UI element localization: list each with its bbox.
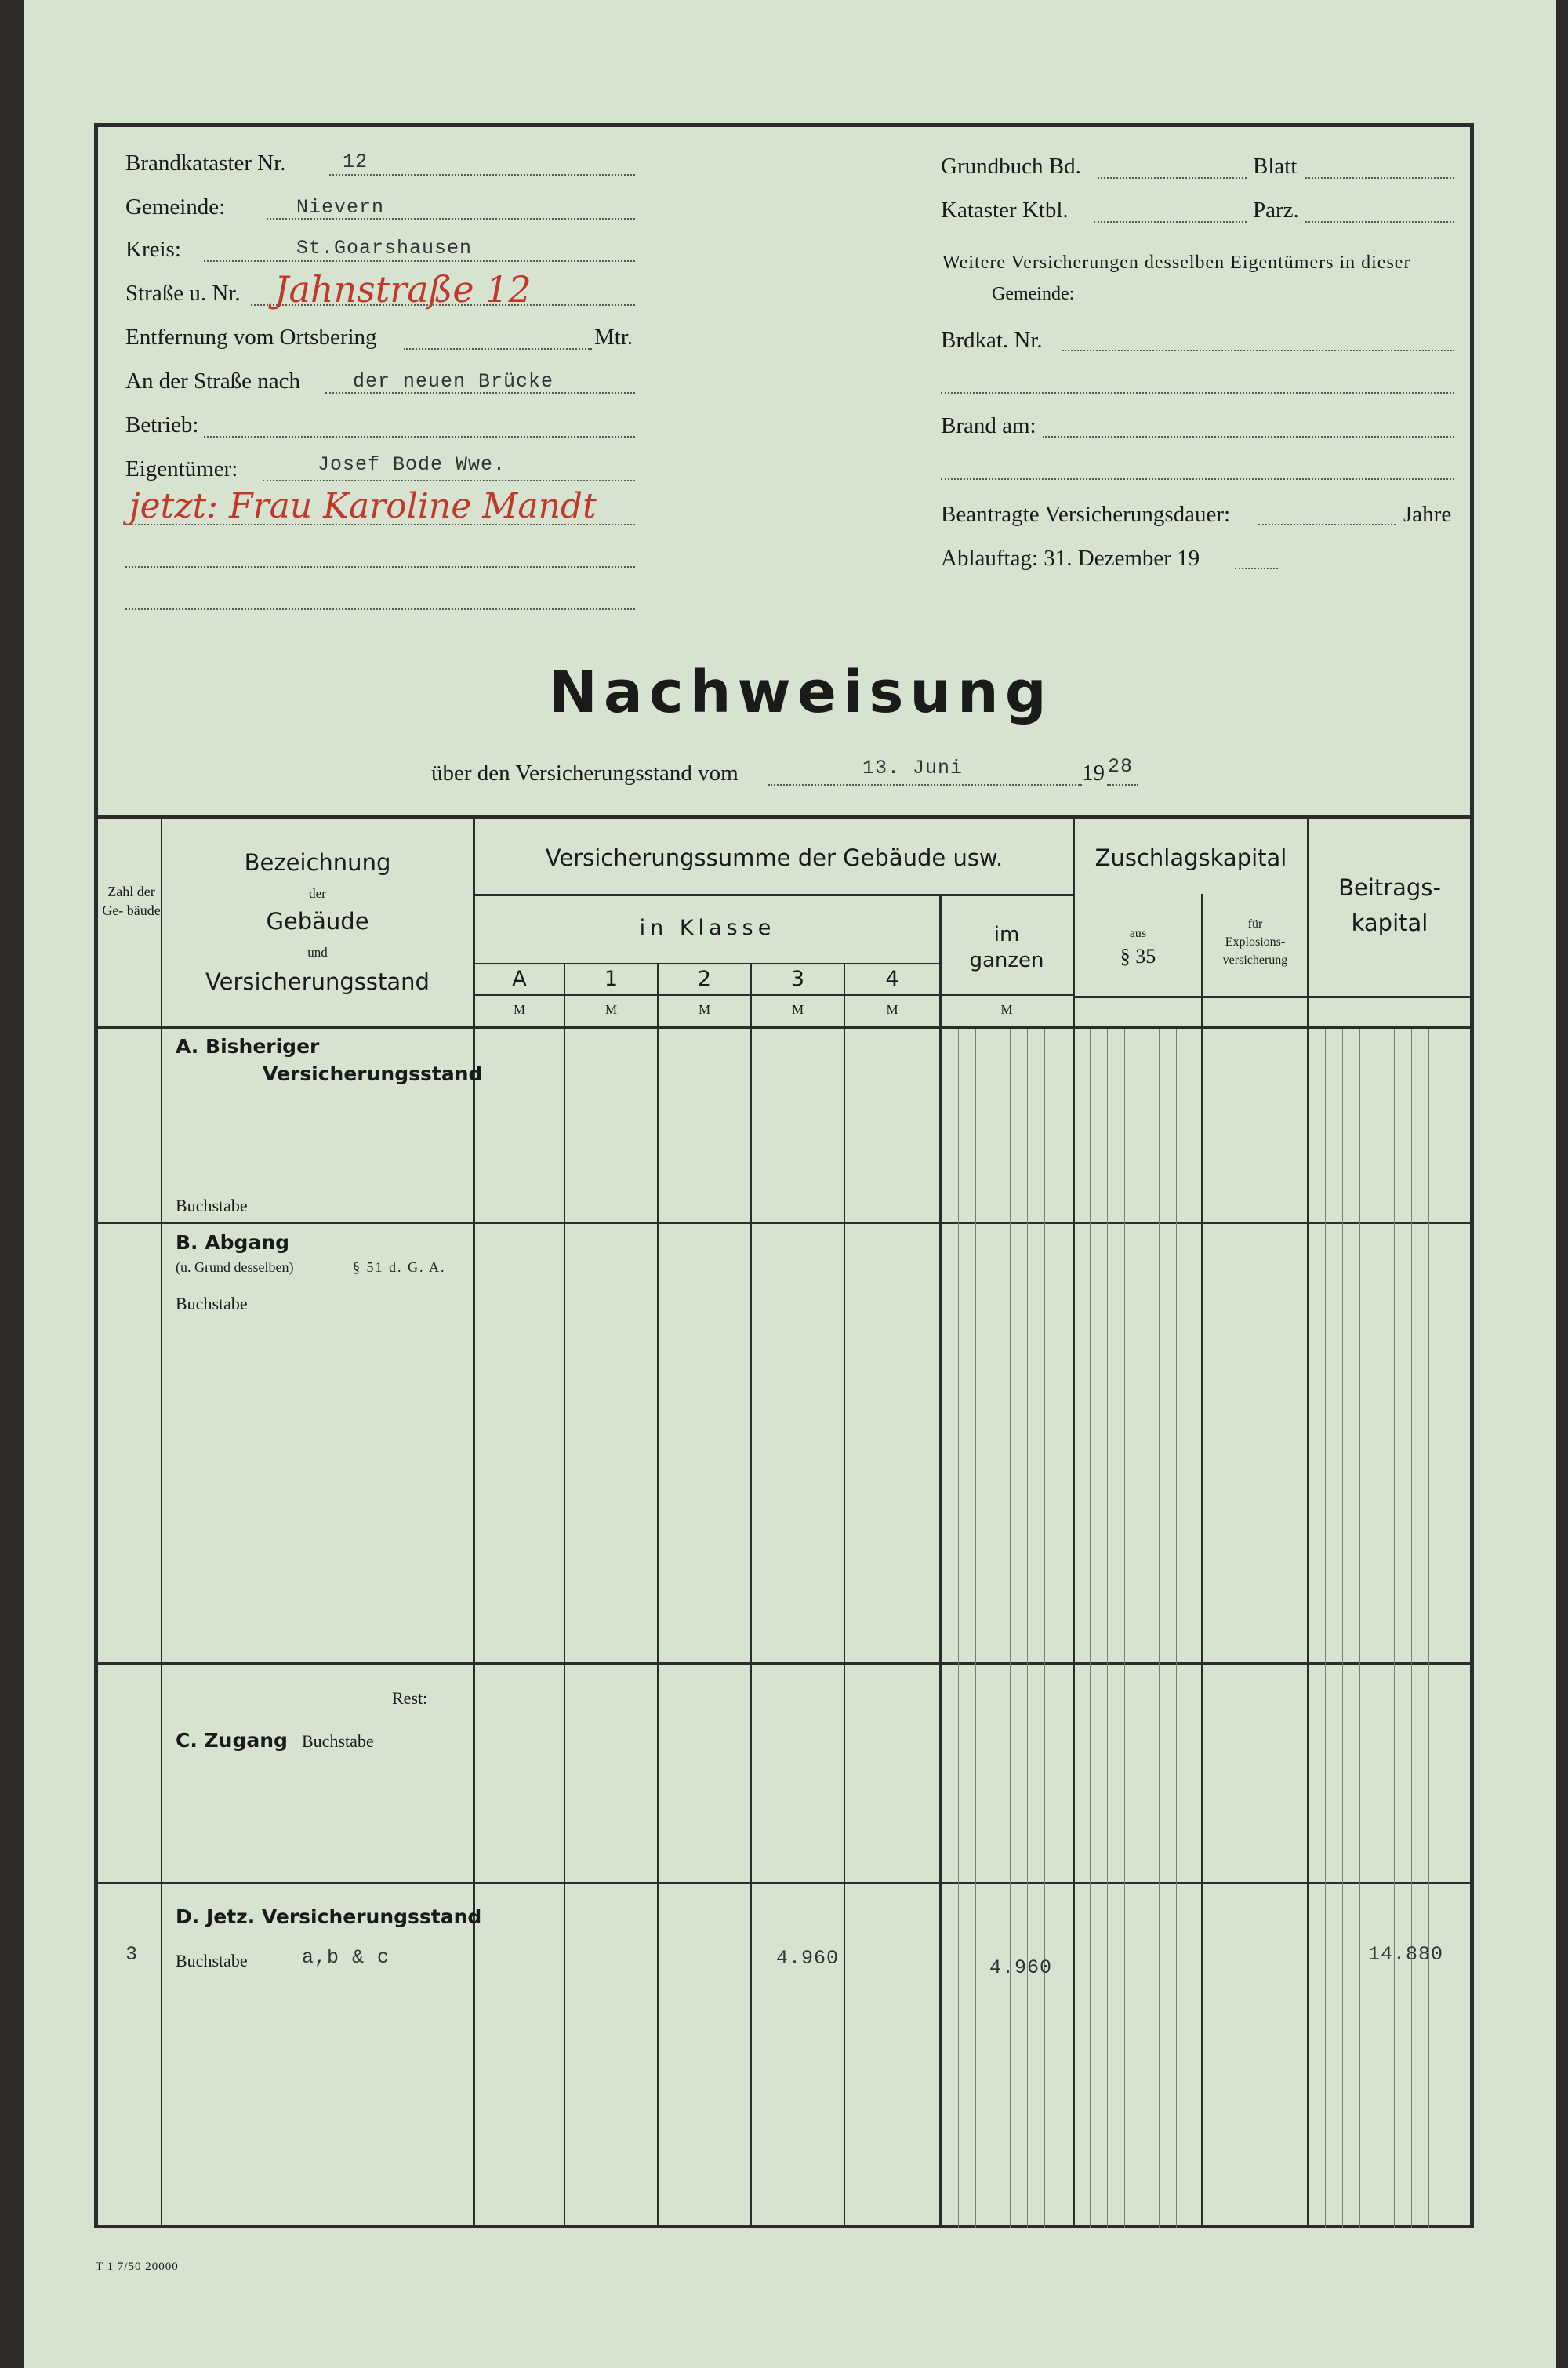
section-c-title: C. Zugang <box>176 1729 288 1752</box>
parz-line <box>1305 221 1454 223</box>
im-ganzen-bottom-line <box>941 994 1074 996</box>
subtitle-label: über den Versicherungsstand vom <box>431 761 739 786</box>
unit-2: M <box>698 1002 711 1017</box>
fine-rule <box>958 1029 959 2228</box>
kataster-label: Kataster Ktbl. <box>941 198 1069 223</box>
class-a-header: A <box>512 967 527 991</box>
class-2-header: 2 <box>697 967 712 991</box>
class-letters-bottom-line <box>474 994 941 996</box>
brdkat-line <box>1062 350 1454 351</box>
section-d-klasse3: 4.960 <box>776 1947 840 1970</box>
entfernung-unit: Mtr. <box>594 325 633 350</box>
section-b-bottom <box>98 1662 1470 1665</box>
fine-rule <box>975 1029 976 2228</box>
eigentuemer-value: Josef Bode Wwe. <box>318 453 506 476</box>
betrieb-line <box>204 436 635 438</box>
eigentuemer-line-2 <box>125 524 635 525</box>
strasse-nach-label: An der Straße nach <box>125 369 301 394</box>
unit-ganzen: M <box>1000 1002 1013 1017</box>
kreis-value: St.Goarshausen <box>296 237 473 260</box>
beitrags-line1: Beitrags- <box>1338 874 1441 901</box>
section-a-buchstabe: Buchstabe <box>176 1196 248 1215</box>
section-b-sub: (u. Grund desselben) <box>176 1259 294 1275</box>
col-a-right <box>564 963 565 2228</box>
in-klasse-header: in Klasse <box>639 916 776 940</box>
section-b-title: B. Abgang <box>176 1231 289 1254</box>
brdkat-label: Brdkat. Nr. <box>941 328 1043 353</box>
section-b-buchstabe: Buchstabe <box>176 1294 248 1313</box>
col-2-right <box>750 963 752 2228</box>
fine-rule <box>1411 1029 1412 2228</box>
class-4-header: 4 <box>885 967 899 991</box>
gemeinde-label: Gemeinde: <box>125 194 226 220</box>
fine-rule <box>1124 1029 1125 2228</box>
par35-label: § 35 <box>1120 945 1156 968</box>
subtitle-year-prefix: 19 <box>1082 761 1105 786</box>
col-1-right <box>657 963 659 2228</box>
col-bez-der: der <box>309 886 326 901</box>
eigentuemer-line-3 <box>125 566 635 568</box>
class-3-header: 3 <box>790 967 805 991</box>
section-d-beitrag: 14.880 <box>1368 1943 1444 1966</box>
dauer-unit: Jahre <box>1403 502 1452 527</box>
betrieb-label: Betrieb: <box>125 412 199 438</box>
blatt-line <box>1305 177 1454 179</box>
kataster-line <box>1094 221 1247 223</box>
aus-label: aus <box>1129 927 1147 940</box>
explosion-line2: versicherung <box>1222 953 1288 967</box>
klasse-top-line <box>474 894 1074 896</box>
section-a-title-2: Versicherungsstand <box>263 1062 483 1085</box>
section-d-buchstabe: Buchstabe <box>176 1951 248 1970</box>
subtitle-date-line <box>768 784 1082 786</box>
fine-rule <box>1159 1029 1160 2228</box>
rest-label: Rest: <box>392 1688 428 1708</box>
col-zahl-header: Zahl der Ge- bäude <box>102 884 161 918</box>
col-zahl-right <box>161 815 162 2228</box>
eigentuemer-label: Eigentümer: <box>125 456 238 481</box>
section-d-im-ganzen: 4.960 <box>989 1956 1053 1979</box>
section-b-par: § 51 d. G. A. <box>353 1259 446 1275</box>
brandkataster-line <box>329 174 635 176</box>
unit-3: M <box>791 1002 804 1017</box>
kreis-line <box>204 260 635 262</box>
fine-rule <box>1394 1029 1395 2228</box>
fine-rule <box>1107 1029 1108 2228</box>
zuschlag-header: Zuschlagskapital <box>1094 844 1287 871</box>
class-letters-top-line <box>474 963 941 964</box>
fine-rule <box>1325 1029 1326 2228</box>
fine-rule <box>1342 1029 1343 2228</box>
unit-a: M <box>513 1002 526 1017</box>
fine-rule <box>1176 1029 1177 2228</box>
fine-rule <box>1027 1029 1028 2228</box>
strasse-nach-value: der neuen Brücke <box>353 370 554 393</box>
section-a-title-1: A. Bisheriger <box>176 1035 320 1058</box>
col-3-right <box>844 963 845 2228</box>
subtitle-year-suffix: 28 <box>1108 755 1134 778</box>
footer-code: T 1 7/50 20000 <box>96 2261 179 2273</box>
section-c-buchstabe: Buchstabe <box>302 1731 374 1751</box>
section-d-title: D. Jetz. Versicherungsstand <box>176 1905 482 1928</box>
fine-rule <box>1090 1029 1091 2228</box>
fine-rule <box>1359 1029 1360 2228</box>
brandkataster-label: Brandkataster Nr. <box>125 151 286 176</box>
kreis-label: Kreis: <box>125 237 181 262</box>
entfernung-label: Entfernung vom Ortsbering <box>125 325 377 350</box>
weitere-line1: Weitere Versicherungen desselben Eigentümers in dieser <box>942 252 1411 273</box>
eigentuemer-line <box>263 480 635 481</box>
explosion-line1: Explosions- <box>1225 935 1286 949</box>
beitrags-line2: kapital <box>1351 910 1428 936</box>
entfernung-line <box>404 348 592 350</box>
section-c-bottom <box>98 1882 1470 1884</box>
im-ganzen-line2: ganzen <box>969 949 1044 972</box>
brand-line-2 <box>941 478 1454 480</box>
dauer-line <box>1258 524 1396 525</box>
header-bottom-line <box>98 1026 1470 1029</box>
col-explosion-right <box>1307 815 1309 2228</box>
col-bez-line1: Bezeichnung <box>244 849 391 876</box>
grundbuch-line <box>1098 177 1247 179</box>
fine-rule <box>1428 1029 1429 2228</box>
vsumme-header: Versicherungssumme der Gebäude usw. <box>545 844 1004 871</box>
brand-line <box>1043 436 1454 438</box>
unit-1: M <box>604 1002 618 1017</box>
subtitle-year-line <box>1107 784 1138 786</box>
grundbuch-label: Grundbuch Bd. <box>941 154 1081 179</box>
brand-label: Brand am: <box>941 413 1036 438</box>
eigentuemer-handwritten: jetzt: Frau Karoline Mandt <box>129 486 597 526</box>
col-bez-und: und <box>307 945 328 960</box>
unit-4: M <box>886 1002 898 1017</box>
fine-rule <box>1044 1029 1045 2228</box>
gemeinde-value: Nievern <box>296 196 385 219</box>
brandkataster-value: 12 <box>343 151 368 173</box>
blatt-label: Blatt <box>1253 154 1298 179</box>
col-4-right <box>939 894 942 2228</box>
section-d-zahl: 3 <box>125 1943 139 1966</box>
fine-rule <box>1010 1029 1011 2228</box>
fuer-label: für <box>1247 917 1263 931</box>
col-bez-line2: Gebäude <box>266 908 369 935</box>
weitere-line2: Gemeinde: <box>992 284 1075 304</box>
section-a-bottom <box>98 1222 1470 1224</box>
table-top-border <box>98 815 1470 819</box>
class-1-header: 1 <box>604 967 619 991</box>
col-ganzen-right <box>1073 815 1075 2228</box>
col-aus35-right <box>1201 894 1203 2228</box>
dauer-label: Beantragte Versicherungsdauer: <box>941 502 1231 527</box>
section-d-buchstabe-value: a,b & c <box>302 1946 390 1969</box>
col-bez-line3: Versicherungsstand <box>205 968 430 995</box>
col-bez-right <box>473 815 475 2228</box>
page-title: Nachweisung <box>549 659 1053 726</box>
subtitle-date: 13. Juni <box>862 757 964 779</box>
brdkat-line-2 <box>941 392 1454 394</box>
zuschlag-bottom-line <box>1074 996 1470 998</box>
strasse-label: Straße u. Nr. <box>125 281 241 306</box>
ablauf-label: Ablauftag: 31. Dezember 19 <box>941 546 1200 571</box>
strasse-value: Jahnstraße 12 <box>274 268 532 311</box>
im-ganzen-line1: im <box>993 923 1020 946</box>
ablauf-line <box>1235 568 1278 569</box>
parz-label: Parz. <box>1253 198 1299 223</box>
eigentuemer-line-4 <box>125 608 635 610</box>
